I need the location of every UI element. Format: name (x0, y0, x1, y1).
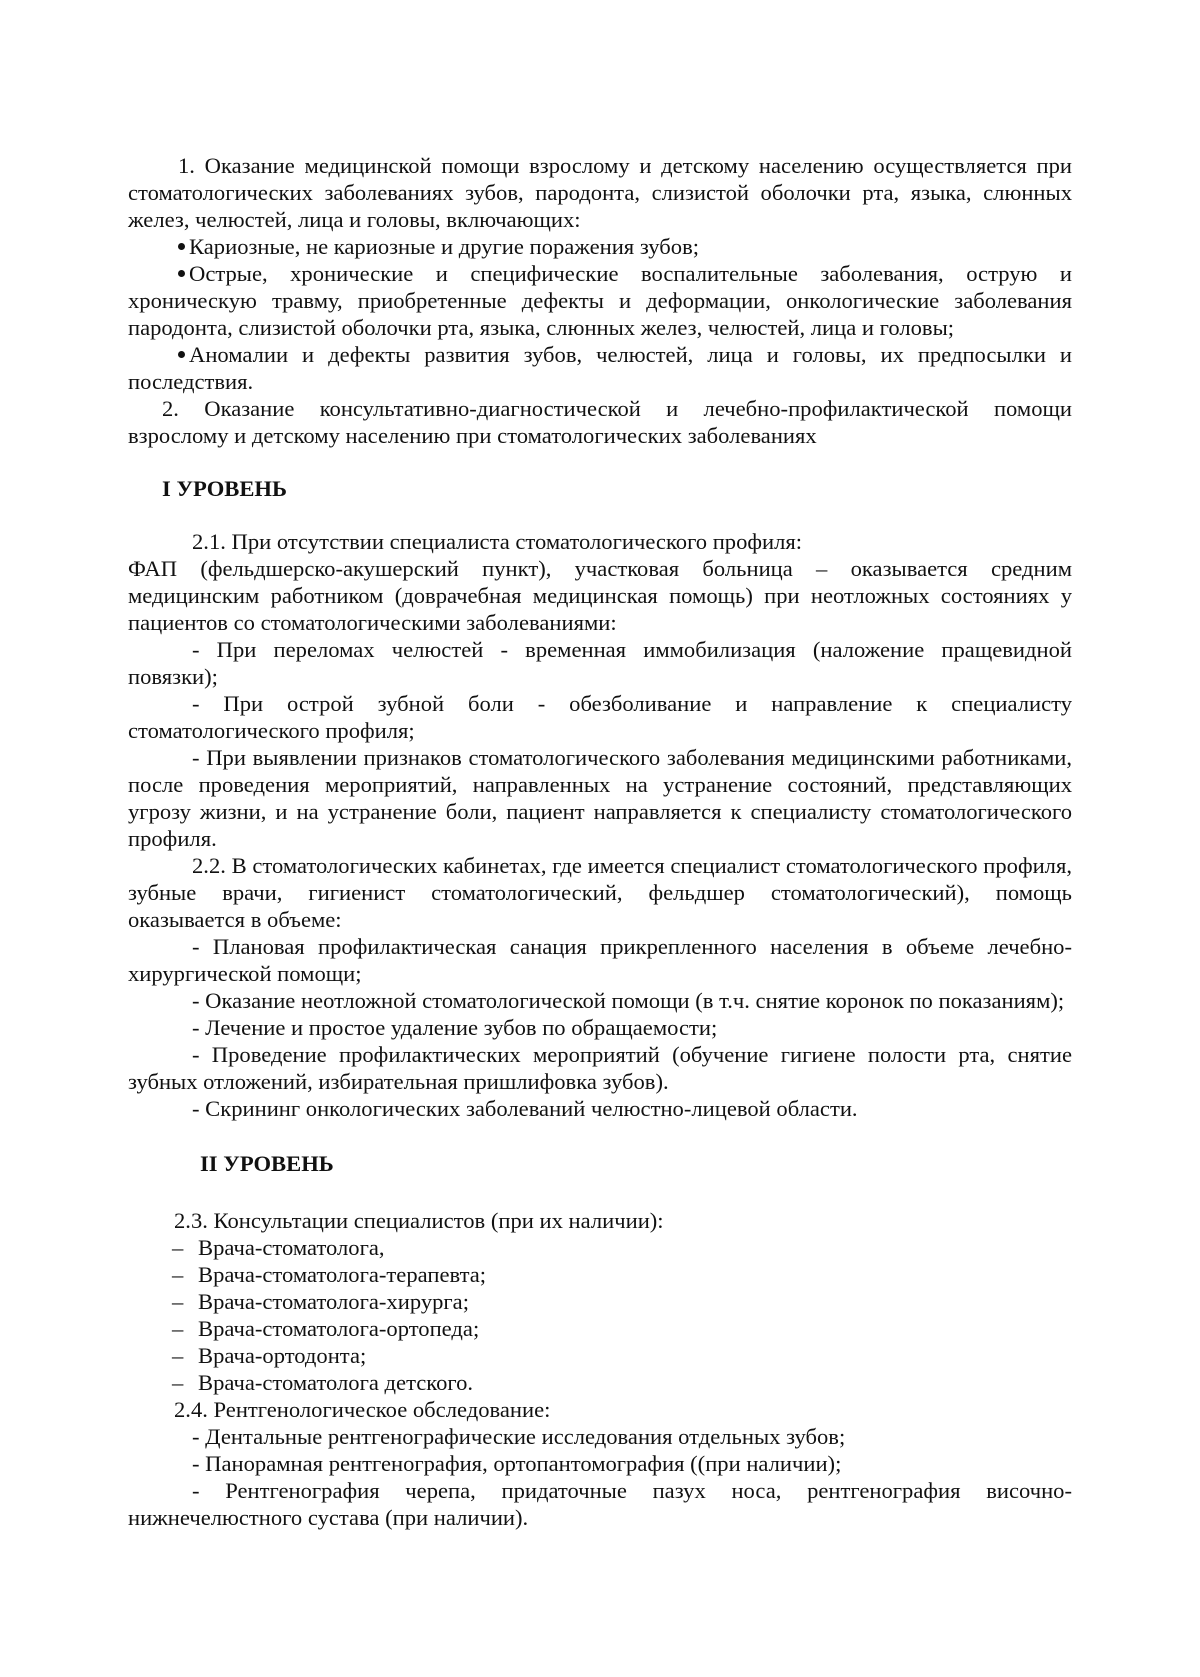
dash-marker: – (172, 1343, 184, 1368)
dash-marker: – (172, 1262, 184, 1287)
section-2-4-title: 2.4. Рентгенологическое обследование: (174, 1397, 551, 1422)
list-item-text: Врача-стоматолога-ортопеда; (198, 1316, 480, 1341)
section-2-3-title: 2.3. Консультации специалистов (при их наличии): (174, 1208, 664, 1233)
list-item-text: Врача-стоматолога-терапевта; (198, 1262, 487, 1287)
list-item-text: Врача-стоматолога детского. (198, 1370, 474, 1395)
bullet-text: Кариозные, не кариозные и другие поражения зубов; (189, 234, 700, 259)
list-item (128, 1261, 1072, 1288)
list-item (128, 1288, 1072, 1315)
bullet-item (128, 260, 1072, 341)
paragraph-2: 2. Оказание консультативно-диагностической и лечебно-профилактической помощи взрослому и детскому населению при стоматологических заболеваниях (128, 396, 1072, 448)
list-item: - Рентгенография черепа, придаточные пазух носа, рентгенография височно-нижнечелюстного сустава (при наличии). (128, 1478, 1072, 1530)
list-item: - При острой зубной боли - обезболивание и направление к специалисту стоматологического профиля; (128, 691, 1072, 743)
list-item: - Лечение и простое удаление зубов по обращаемости; (192, 1015, 718, 1040)
bullet-text: Аномалии и дефекты развития зубов, челюстей, лица и головы, их предпосылки и последствия. (128, 342, 1072, 394)
list-item (128, 1315, 1072, 1342)
section-2-2-text: 2.2. В стоматологических кабинетах, где имеется специалист стоматологического профиля, зубные врачи, гигиенист стоматологический, фельдшер стоматологический), помощь оказывается в объеме: (128, 853, 1072, 932)
list-item (128, 1342, 1072, 1369)
list-item-text: Врача-ортодонта; (198, 1343, 367, 1368)
list-item: - Плановая профилактическая санация прикрепленного населения в объеме лечебно-хирургической помощи; (128, 934, 1072, 986)
bullet-icon (178, 351, 185, 358)
bullet-icon (178, 270, 185, 277)
section-2-1-title: 2.1. При отсутствии специалиста стоматологического профиля: (192, 529, 803, 554)
heading-level-2: II УРОВЕНЬ (200, 1151, 334, 1176)
bullet-icon (178, 243, 185, 250)
bullet-item (128, 233, 1072, 260)
list-item (128, 1369, 1072, 1396)
list-item: - При выявлении признаков стоматологического заболевания медицинскими работниками, после проведения мероприятий, направленных на устранение состояний, представляющих угрозу жизни, и на устранение боли, пациент направляется к специалисту стоматологического профиля. (128, 745, 1072, 851)
bullet-item (128, 341, 1072, 395)
list-item: - Проведение профилактических мероприятий (обучение гигиене полости рта, снятие зубных отложений, избирательная пришлифовка зубов). (128, 1042, 1072, 1094)
list-item-text: Врача-стоматолога, (198, 1235, 385, 1260)
list-item-text: Врача-стоматолога-хирурга; (198, 1289, 469, 1314)
list-item: - Скрининг онкологических заболеваний челюстно-лицевой области. (192, 1096, 858, 1121)
heading-level-1: I УРОВЕНЬ (162, 476, 287, 501)
list-item (128, 1234, 1072, 1261)
dash-marker: – (172, 1316, 184, 1341)
list-item: - Панорамная рентгенография, ортопантомография ((при наличии); (192, 1451, 842, 1476)
paragraph-1: 1. Оказание медицинской помощи взрослому и детскому населению осуществляется при стоматологических заболеваниях зубов, пародонта, слизистой оболочки рта, языка, слюнных желез, челюстей, лица и головы, включающих: (128, 153, 1072, 232)
dash-marker: – (172, 1235, 184, 1260)
dash-marker: – (172, 1370, 184, 1395)
list-item: - Оказание неотложной стоматологической помощи (в т.ч. снятие коронок по показаниям); (192, 988, 1065, 1013)
section-2-1-text: ФАП (фельдшерско-акушерский пункт), участковая больница – оказывается средним медицинским работником (доврачебная медицинская помощь) при неотложных состояниях у пациентов со стоматологическими заболеваниями: (128, 556, 1072, 635)
specialist-list (128, 1234, 1072, 1396)
dash-marker: – (172, 1289, 184, 1314)
list-item: - При переломах челюстей - временная иммобилизация (наложение пращевидной повязки); (128, 637, 1072, 689)
list-item: - Дентальные рентгенографические исследования отдельных зубов; (192, 1424, 846, 1449)
bullet-text: Острые, хронические и специфические воспалительные заболевания, острую и хроническую травму, приобретенные дефекты и деформации, онкологические заболевания пародонта, слизистой оболочки рта, языка, слюнных желез, челюстей, лица и головы; (128, 261, 1072, 340)
